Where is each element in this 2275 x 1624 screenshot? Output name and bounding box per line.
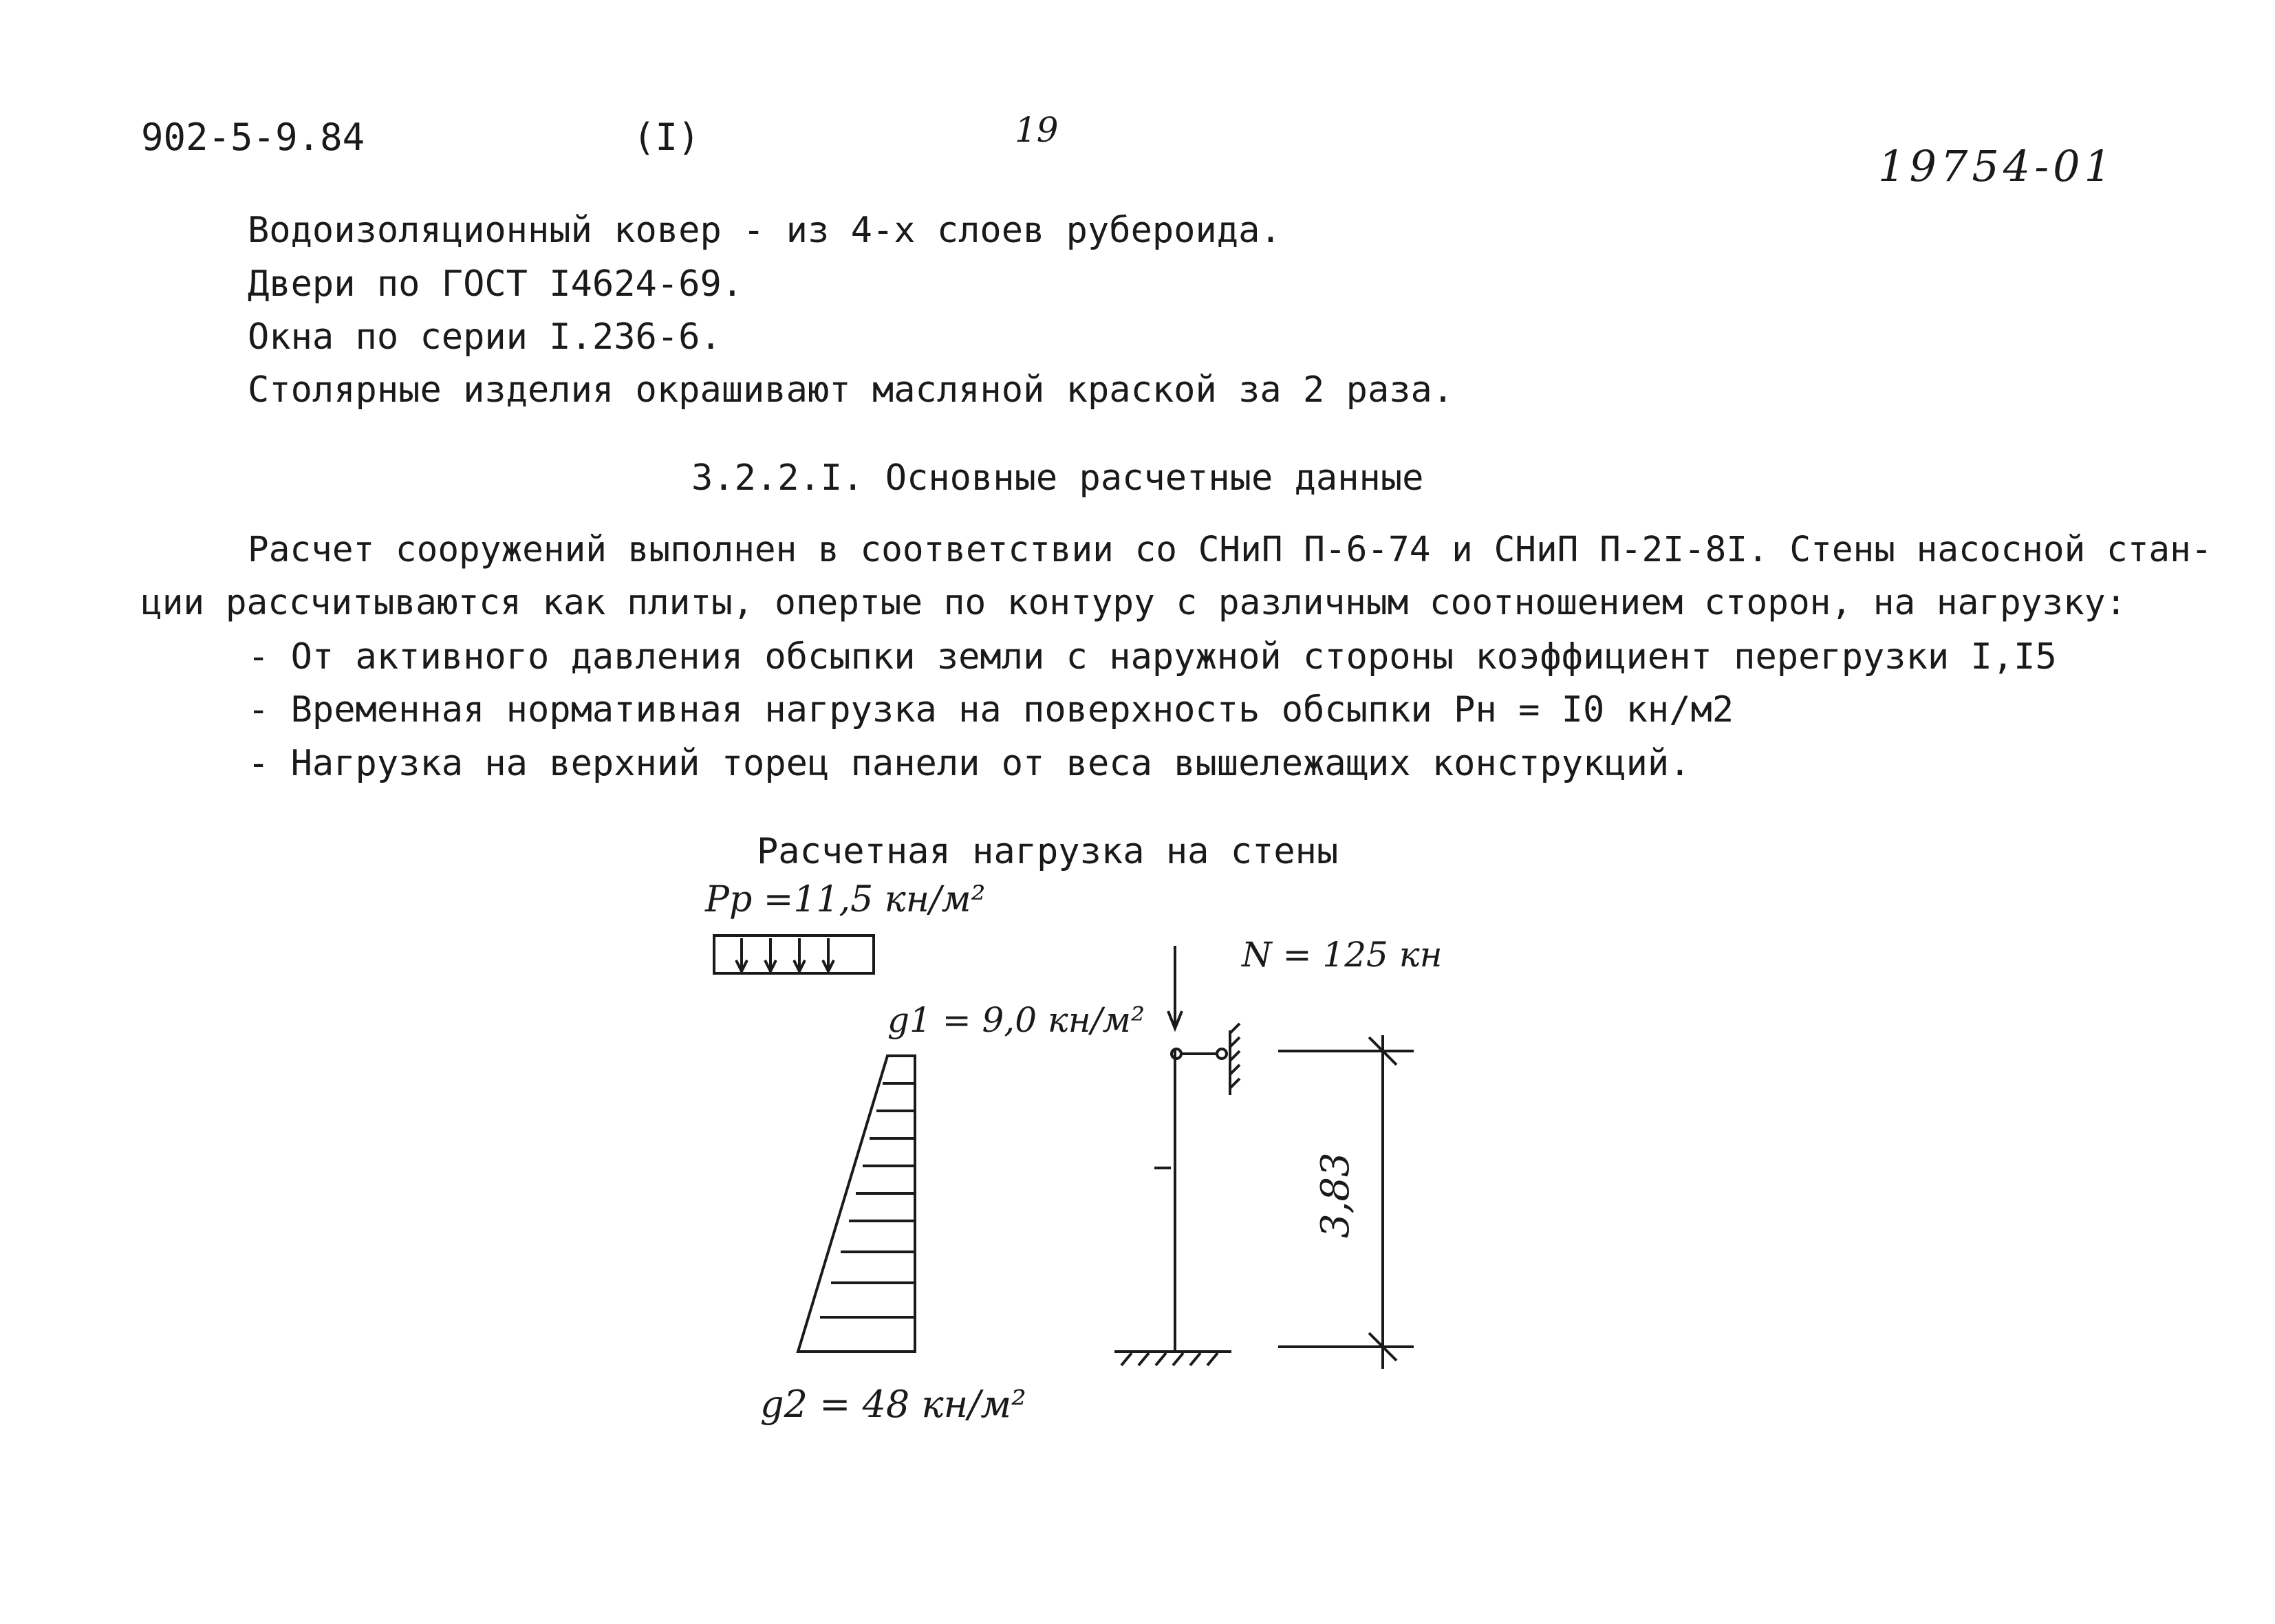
label-height: 3,83 xyxy=(1313,1152,1358,1238)
intro-line-waterproofing: Водоизоляционный ковер - из 4-х слоев рубероида. xyxy=(248,210,1282,251)
load-diagram xyxy=(654,812,1513,1486)
section-heading: 3.2.2.I. Основные расчетные данные xyxy=(691,457,1424,499)
doc-code: 19754-01 xyxy=(1878,141,2116,191)
intro-line-joinery: Столярные изделия окрашивают масляной краской за 2 раза. xyxy=(248,369,1454,411)
load-diagram-svg xyxy=(654,812,1513,1486)
intro-line-windows: Окна по серии I.236-6. xyxy=(248,316,722,358)
paragraph-line-1: Расчет сооружений выполнен в соответствии со СНиП П-6-74 и СНиП П-2I-8I. Стены насосной стан- xyxy=(248,530,2212,570)
load-item-surface-load: - Временная нормативная нагрузка на поверхность обсыпки Рн = I0 кн/м2 xyxy=(248,689,1734,730)
label-n: N = 125 кн xyxy=(1242,935,1443,975)
series-number: 902-5-9.84 xyxy=(141,116,365,159)
label-q1: g1 = 9,0 кн/м² xyxy=(887,1000,1145,1040)
label-q2: g2 = 48 кн/м² xyxy=(760,1383,1026,1426)
page-number: 19 xyxy=(1015,110,1059,150)
intro-line-doors: Двери по ГОСТ I4624-69. xyxy=(248,263,744,305)
paragraph-line-2: ции рассчитываются как плиты, опертые по контуру с различным соотношением сторон, на нагрузку: xyxy=(141,583,2127,623)
surface-load-box xyxy=(714,935,874,973)
soil-pressure-diagram xyxy=(798,1056,915,1352)
figure-caption: Расчетная нагрузка на стены xyxy=(757,831,1339,872)
volume-number: (I) xyxy=(633,116,700,159)
load-item-top-load: - Нагрузка на верхний торец панели от веса вышележащих конструкций. xyxy=(248,743,1691,784)
load-item-soil-pressure: - От активного давления обсыпки земли с наружной стороны коэффициент перегрузки I,I5 xyxy=(248,636,2057,678)
label-pp: Pp =11,5 кн/м² xyxy=(705,879,986,920)
